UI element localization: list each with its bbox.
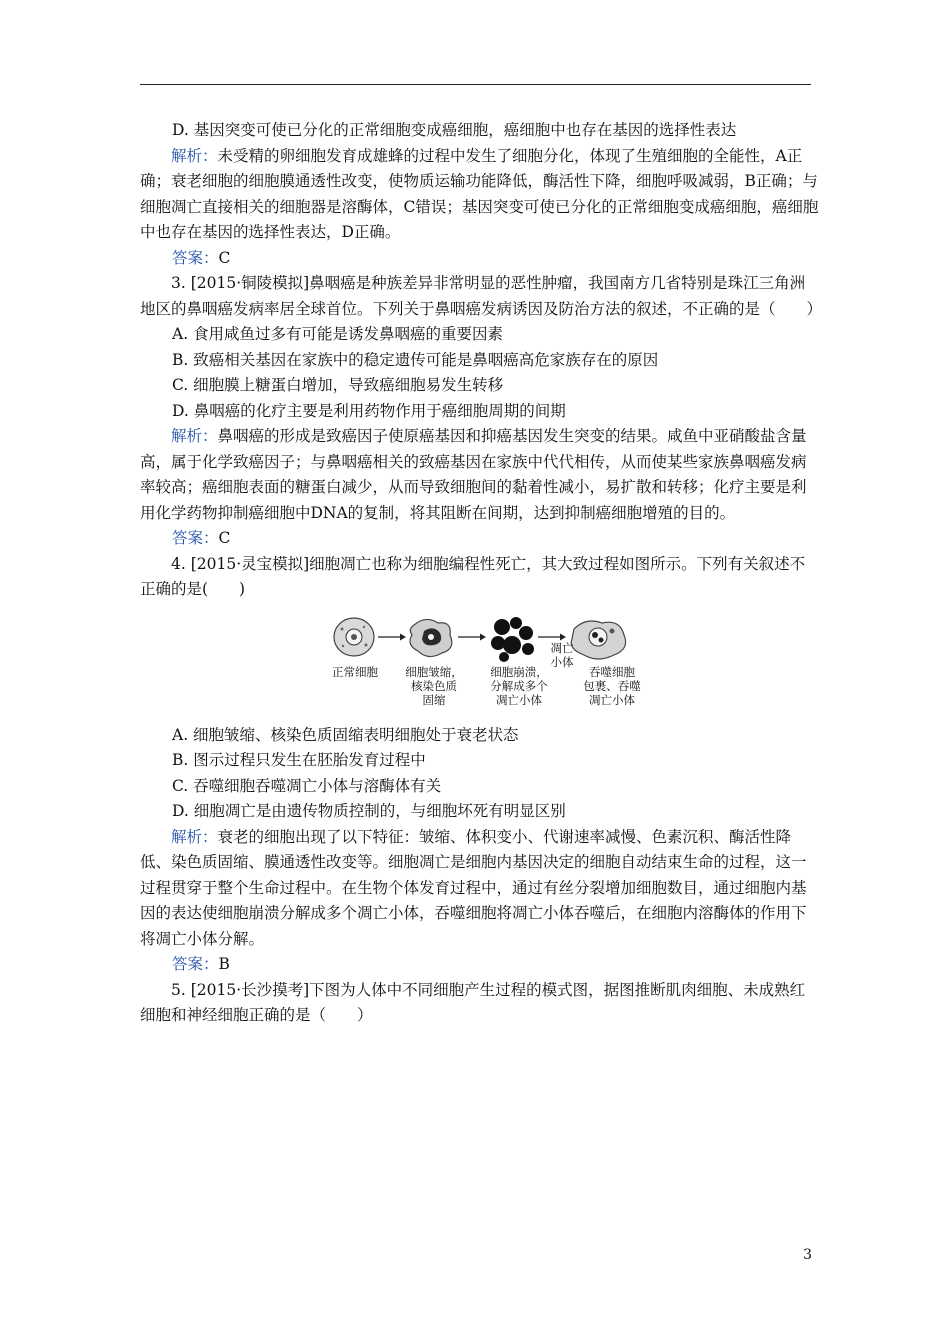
normal-cell-image <box>334 618 374 656</box>
q4-answer <box>140 952 820 978</box>
page-body <box>140 118 823 1029</box>
q3-stem: 3. [2015·铜陵模拟]鼻咽癌是种族差异非常明显的恶性肿瘤，我国南方几省特别是珠江三角洲地区的鼻咽癌发病率居全球首位。下列关于鼻咽癌发病诱因及防治方法的叙述，不正确的是（ ） <box>140 274 823 318</box>
caption-collapse: 细胞崩溃， 分解成多个 凋亡小体 <box>490 664 548 707</box>
q3-option-c: C. 细胞膜上糖蛋白增加，导致癌细胞易发生转移 <box>172 376 504 394</box>
analysis-label: 解析： <box>171 427 218 445</box>
analysis-text: 鼻咽癌的形成是致癌因子使原癌基因和抑癌基因发生突变的结果。咸鱼中亚硝酸盐含量高，属于化学致癌因子；与鼻咽癌相关的致癌基因在家族中代代相传，从而使某些家族鼻咽癌发病率较高；癌细胞表面的糖蛋白减少，从而导致细胞间的黏着性减小，易扩散和转移；化疗主要是利用化学药物抑制癌细胞中DNA的复制，将其阻断在间期，达到抑制癌细胞增殖的目的。 <box>140 427 807 522</box>
analysis-label: 解析： <box>171 827 218 846</box>
q4-option-c: C. 吞噬细胞吞噬凋亡小体与溶酶体有关 <box>172 776 442 795</box>
page-number: 3 <box>803 1247 812 1263</box>
q3-option-a: A. 食用咸鱼过多有可能是诱发鼻咽癌的重要因素 <box>172 325 504 343</box>
q2-analysis <box>140 144 820 246</box>
q3-analysis <box>140 424 820 526</box>
answer-label: 答案： <box>172 248 219 267</box>
answer-label: 答案： <box>172 529 219 547</box>
q4-option-d: D. 细胞凋亡是由遗传物质控制的，与细胞坏死有明显区别 <box>172 802 566 820</box>
collapsing-cell-image <box>491 617 534 662</box>
answer-label: 答案： <box>172 955 219 973</box>
header-rule <box>140 84 811 85</box>
q4-option-a: A. 细胞皱缩、核染色质固缩表明细胞处于衰老状态 <box>172 725 519 744</box>
answer-value: B <box>218 955 230 973</box>
q2-answer <box>140 246 820 272</box>
shrinking-cell-image <box>410 619 452 656</box>
caption-shrink: 细胞皱缩， 核染色质 固缩 <box>405 664 463 707</box>
apoptosis-figure <box>330 615 670 715</box>
phagocyte-image <box>571 621 625 659</box>
q2-option-d: D. 基因突变可使已分化的正常细胞变成癌细胞，癌细胞中也存在基因的选择性表达 <box>172 121 737 139</box>
q5-stem: 5. [2015·长沙摸考]下图为人体中不同细胞产生过程的模式图，据图推断肌肉细胞、未成熟红细胞和神经细胞正确的是（ ） <box>140 980 806 1024</box>
q4-analysis <box>140 825 820 953</box>
caption-engulf: 吞噬细胞 包裹、吞噬 凋亡小体 <box>583 664 641 707</box>
analysis-text: 未受精的卵细胞发育成雄蜂的过程中发生了细胞分化，体现了生殖细胞的全能性，A正确；衰老细胞的细胞膜通透性改变，使物质运输功能降低，酶活性下降，细胞呼吸减弱，B正确；与细胞凋亡直接相关的细胞器是溶酶体，C错误；基因突变可使已分化的正常细胞变成癌细胞，癌细胞中也存在基因的选择性表达，D正确。 <box>140 146 819 241</box>
q4-stem: 4. [2015·灵宝模拟]细胞凋亡也称为细胞编程性死亡，其大致过程如图所示。下列有关叙述不正确的是( ) <box>140 554 806 598</box>
q3-option-b: B. 致癌相关基因在家族中的稳定遗传可能是鼻咽癌高危家族存在的原因 <box>172 350 659 369</box>
answer-value: C <box>218 529 231 547</box>
analysis-text: 衰老的细胞出现了以下特征：皱缩、体积变小、代谢速率减慢、色素沉积、酶活性降低、染色质固缩、膜通透性改变等。细胞凋亡是细胞内基因决定的细胞自动结束生命的过程，这一过程贯穿于整个生命过程中。在生物个体发育过程中，通过有丝分裂增加细胞数目，通过细胞内基因的表达使细胞崩溃分解成多个凋亡小体，吞噬细胞将凋亡小体吞噬后，在细胞内溶酶体的作用下将凋亡小体分解。 <box>140 827 807 948</box>
caption-bodies: 凋亡 小体 <box>550 640 574 669</box>
q3-option-d: D. 鼻咽癌的化疗主要是利用药物作用于癌细胞周期的间期 <box>172 401 566 420</box>
analysis-label: 解析： <box>171 146 218 165</box>
q3-answer <box>140 526 820 552</box>
answer-value: C <box>218 248 231 267</box>
q4-option-b: B. 图示过程只发生在胚胎发育过程中 <box>172 751 426 769</box>
caption-normal: 正常细胞 <box>332 664 378 679</box>
